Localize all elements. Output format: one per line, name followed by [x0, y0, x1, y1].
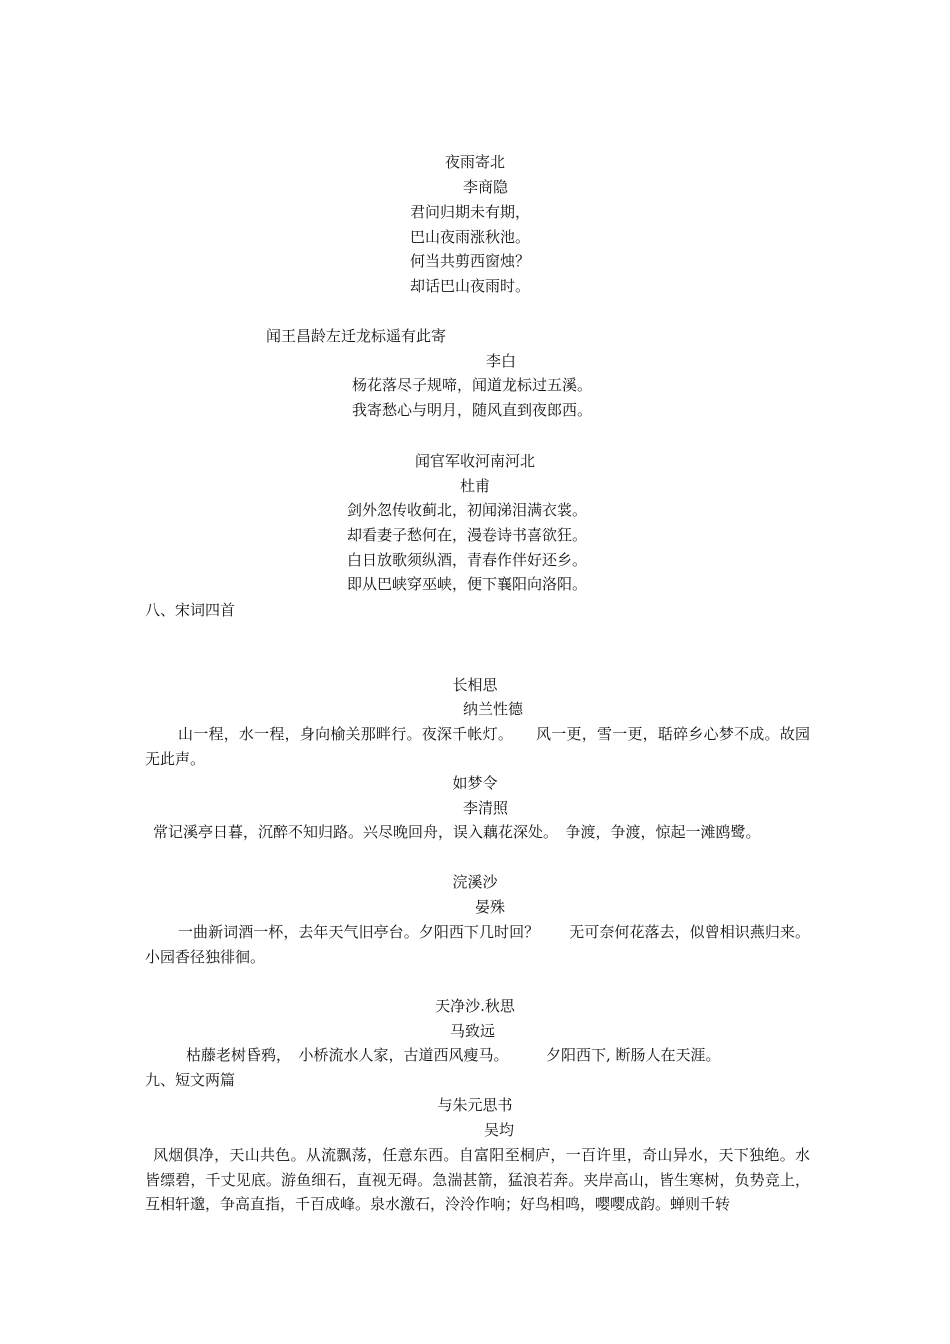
- poem-title: 闻王昌龄左迁龙标遥有此寄: [266, 327, 447, 345]
- poem-line: 何当共剪西窗烛？: [410, 252, 531, 270]
- essay-author: 吴均: [484, 1121, 515, 1139]
- poem-author: 李商隐: [463, 178, 509, 196]
- ci-text: 山一程，水一程，身向榆关那畔行。夜深千帐灯。 风一更，雪一更，聒碎乡心梦不成。故园无此声。: [145, 725, 810, 768]
- poem-title: 夜雨寄北: [444, 153, 506, 171]
- poem-line: 即从巴峡穿巫峡，便下襄阳向洛阳。: [347, 575, 588, 593]
- ci-text: 一曲新词酒一杯，去年天气旧亭台。夕阳西下几时回？ 无可奈何花落去，似曾相识燕归来。小园香径独徘徊。: [145, 923, 810, 966]
- ci-text: 枯藤老树昏鸦， 小桥流水人家，古道西风瘦马。 夕阳西下, 断肠人在天涯。: [186, 1046, 721, 1064]
- poem-author: 杜甫: [460, 477, 491, 495]
- essay-title: 与朱元思书: [437, 1096, 513, 1114]
- ci-title: 如梦令: [452, 774, 498, 792]
- ci-title: 浣溪沙: [452, 873, 498, 891]
- essay-text: 风烟俱净，天山共色。从流飘荡，任意东西。自富阳至桐庐，一百许里，奇山异水，天下独绝。水皆缥碧，千丈见底。游鱼细石，直视无碍。急湍甚箭，猛浪若奔。夹岸高山，皆生寒树，负势竞上，互相轩邈，争高直指，千百成峰。泉水激石，泠泠作响；好鸟相鸣，嘤嘤成韵。蝉则千转: [145, 1146, 810, 1213]
- poem-line: 白日放歌须纵酒，青春作伴好还乡。: [347, 551, 588, 569]
- poem-line: 我寄愁心与明月，随风直到夜郎西。: [352, 401, 593, 419]
- ci-author: 李清照: [463, 799, 509, 817]
- poem-title: 闻官军收河南河北: [414, 452, 536, 470]
- section-heading: 八、宋词四首: [145, 601, 236, 619]
- ci-title: 天净沙.秋思: [435, 997, 515, 1015]
- section-heading: 九、短文两篇: [145, 1071, 236, 1089]
- ci-text: 常记溪亭日暮，沉醉不知归路。兴尽晚回舟，误入藕花深处。 争渡，争渡，惊起一滩鸥鹭。: [153, 823, 761, 841]
- ci-author: 纳兰性德: [463, 700, 524, 718]
- ci-title: 长相思: [452, 676, 498, 694]
- poem-line: 却话巴山夜雨时。: [410, 277, 531, 295]
- poem-line: 剑外忽传收蓟北，初闻涕泪满衣裳。: [347, 501, 588, 519]
- ci-author: 晏殊: [475, 898, 506, 916]
- poem-line: 却看妻子愁何在，漫卷诗书喜欲狂。: [347, 526, 588, 544]
- poem-line: 杨花落尽子规啼，闻道龙标过五溪。: [352, 376, 593, 394]
- poem-line: 巴山夜雨涨秋池。: [410, 228, 531, 246]
- poem-author: 李白: [486, 352, 517, 370]
- ci-author: 马致远: [450, 1022, 496, 1040]
- poem-line: 君问归期未有期，: [410, 203, 531, 221]
